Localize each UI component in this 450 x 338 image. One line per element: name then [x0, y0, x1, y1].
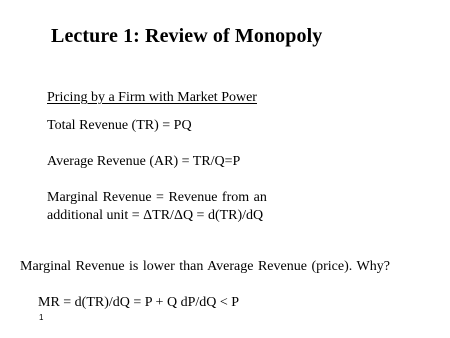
marginal-revenue-text-line-1: Marginal Revenue = Revenue from an [47, 190, 267, 205]
question-text: Marginal Revenue is lower than Average Revenue (price). Why? [20, 259, 390, 274]
slide-title: Lecture 1: Review of Monopoly [51, 25, 323, 47]
average-revenue-text: Average Revenue (AR) = TR/Q=P [47, 154, 241, 169]
total-revenue-text: Total Revenue (TR) = PQ [47, 118, 192, 133]
marginal-revenue-text-line-2: additional unit = ΔTR/ΔQ = d(TR)/dQ [47, 208, 264, 223]
mr-equation: MR = d(TR)/dQ = P + Q dP/dQ < P [38, 295, 240, 310]
page-number: 1 [39, 313, 44, 322]
section-heading: Pricing by a Firm with Market Power [47, 90, 257, 105]
